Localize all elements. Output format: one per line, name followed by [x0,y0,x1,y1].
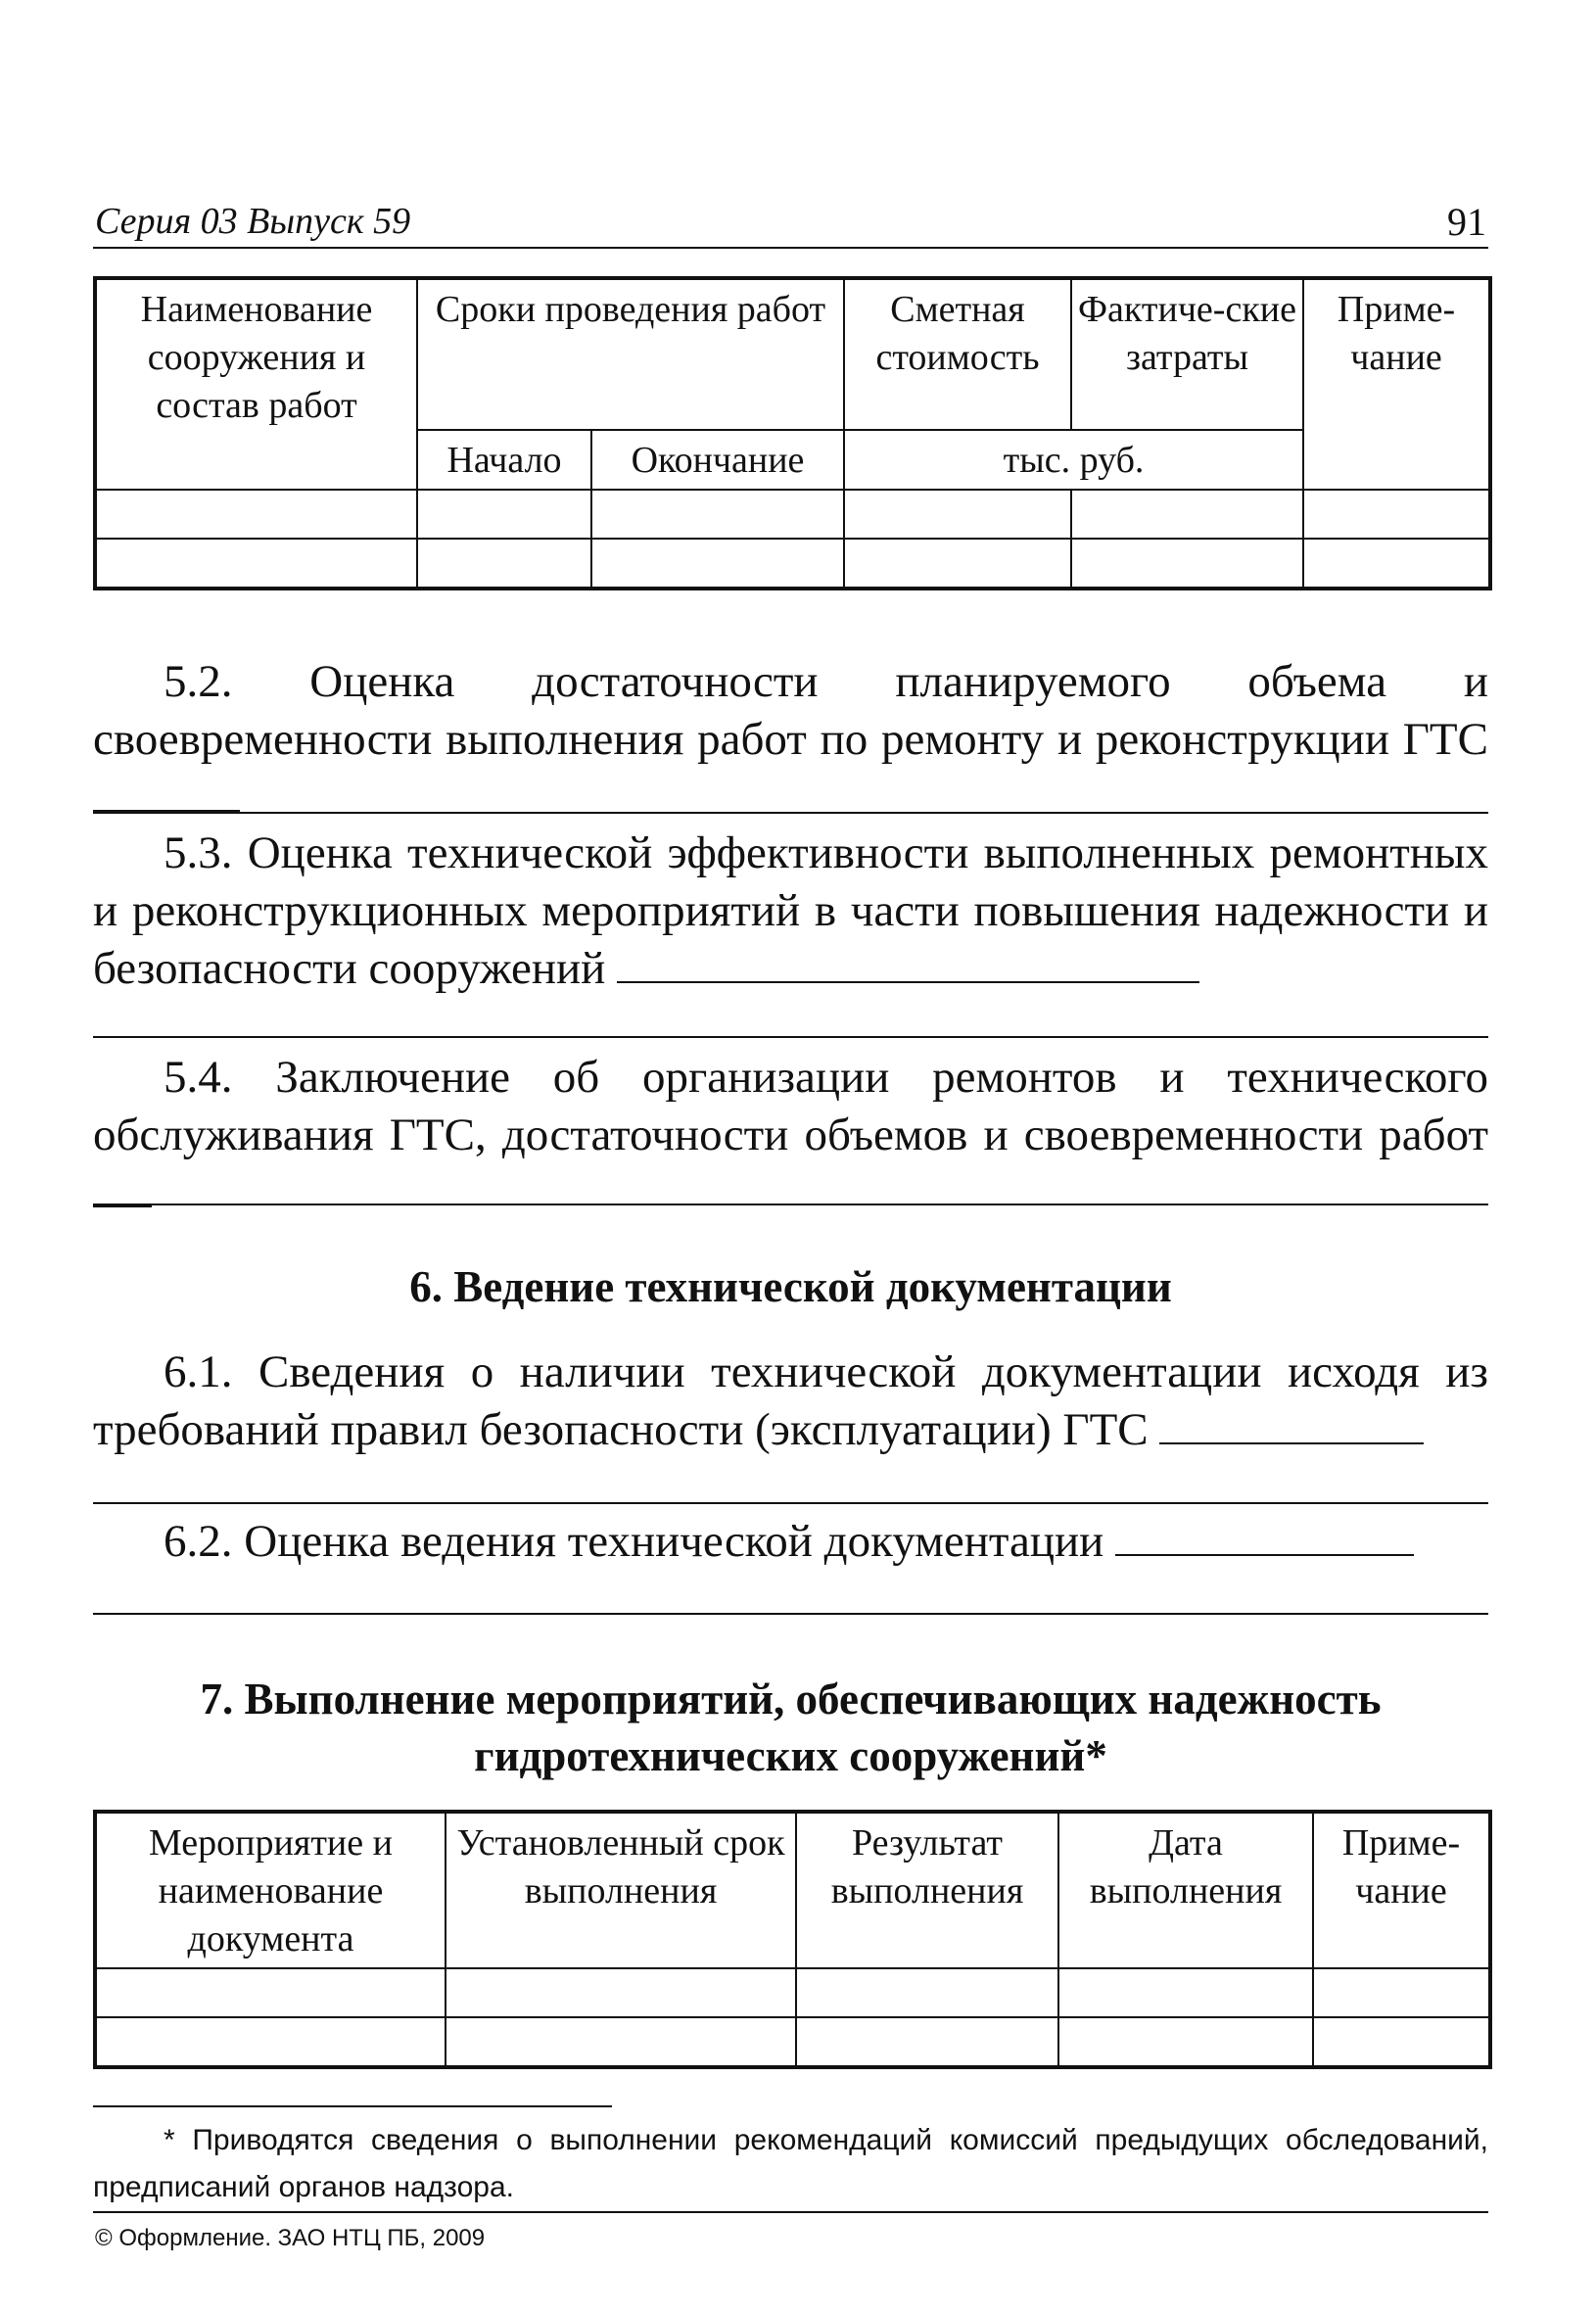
copyright: © Оформление. ЗАО НТЦ ПБ, 2009 [95,2225,486,2251]
table-cell[interactable] [417,490,591,539]
section-7-heading-line2: гидротехнических сооружений* [474,1731,1107,1780]
header-actual-costs: Фактиче-ские затраты [1071,278,1303,430]
table-cell[interactable] [95,2017,446,2067]
paragraph-6-1 [93,1344,1488,1459]
table-cell[interactable] [1071,490,1303,539]
table-cell[interactable] [446,1968,796,2017]
table-cell[interactable] [1071,539,1303,589]
paragraph-5-3-text: 5.3. Оценка технической эффективности выполненных ремонтных и реконструкционных мероприятий в части повышения надежности и безопасности сооружений [93,827,1488,994]
paragraph-5-3 [93,825,1488,998]
table-cell[interactable] [1313,2017,1490,2067]
table-row [95,490,1490,539]
table-cell[interactable] [796,2017,1058,2067]
section-7-heading [93,1671,1488,1784]
running-head [93,196,1488,249]
page-number: 91 [1447,200,1486,244]
table-cell[interactable] [1313,1968,1490,2017]
header-work-terms: Сроки проведения работ [417,278,844,430]
table-cell[interactable] [591,539,844,589]
answer-line[interactable] [1159,1407,1424,1444]
table-cell[interactable] [417,539,591,589]
table-cell[interactable] [591,490,844,539]
measures-table [93,1810,1492,2069]
table-cell[interactable] [796,1968,1058,2017]
table-cell[interactable] [1058,1968,1313,2017]
header-measure: Мероприятие и наименование документа [95,1812,446,1968]
answer-line[interactable] [93,812,1488,814]
table-row [95,539,1490,589]
paragraph-5-4-text: 5.4. Заключение об организации ремонтов и технического обслуживания ГТС, достаточности объемов и своевременности работ [93,1052,1488,1160]
header-date: Дата выполнения [1058,1812,1313,1968]
table-cell[interactable] [1303,490,1490,539]
table-cell[interactable] [446,2017,796,2067]
footer-rule [93,2211,1488,2213]
table-cell[interactable] [1303,539,1490,589]
table-cell[interactable] [844,539,1071,589]
header-structure-name: Наименование сооружения и состав работ [95,278,417,490]
paragraph-6-1-text: 6.1. Сведения о наличии технической документации исходя из требований правил безопасности (эксплуатации) ГТС [93,1346,1488,1455]
header-estimate: Сметная стоимость [844,278,1071,430]
table-cell[interactable] [95,490,417,539]
paragraph-6-2-text: 6.2. Оценка ведения технической документации [164,1516,1104,1567]
header-end: Окончание [591,430,844,490]
header-result: Результат выполнения [796,1812,1058,1968]
header-units: тыс. руб. [844,430,1303,490]
table-cell[interactable] [844,490,1071,539]
paragraph-6-2 [93,1513,1488,1571]
footnote-separator [93,2105,612,2107]
header-note: Приме-чание [1303,278,1490,490]
table-row [95,1968,1490,2017]
answer-line[interactable] [93,1613,1488,1615]
section-6-heading: 6. Ведение технической документации [409,1262,1172,1311]
answer-line[interactable] [93,1170,152,1207]
answer-line[interactable] [93,1036,1488,1038]
answer-line[interactable] [93,1502,1488,1504]
paragraph-5-4 [93,1049,1488,1222]
table-cell[interactable] [1058,2017,1313,2067]
table-cell[interactable] [95,1968,446,2017]
series-title: Серия 03 Выпуск 59 [95,201,411,242]
answer-line[interactable] [617,946,1199,983]
answer-line[interactable] [93,775,240,812]
footnote: * Приводятся сведения о выполнении рекомендаций комиссий предыдущих обследований, предписаний органов надзора. [93,2124,1488,2203]
paragraph-5-2 [93,653,1488,826]
table-cell[interactable] [95,539,417,589]
header-note: Приме-чание [1313,1812,1490,1968]
answer-line[interactable] [93,1204,1488,1205]
answer-line[interactable] [1115,1519,1414,1556]
table-row [95,2017,1490,2067]
header-deadline: Установленный срок выполнения [446,1812,796,1968]
paragraph-5-2-text: 5.2. Оценка достаточности планируемого объема и своевременности выполнения работ по ремонту и реконструкции ГТС [93,656,1488,765]
header-start: Начало [417,430,591,490]
section-7-heading-line1: 7. Выполнение мероприятий, обеспечивающих надежность [200,1675,1382,1723]
repair-works-table [93,276,1492,590]
